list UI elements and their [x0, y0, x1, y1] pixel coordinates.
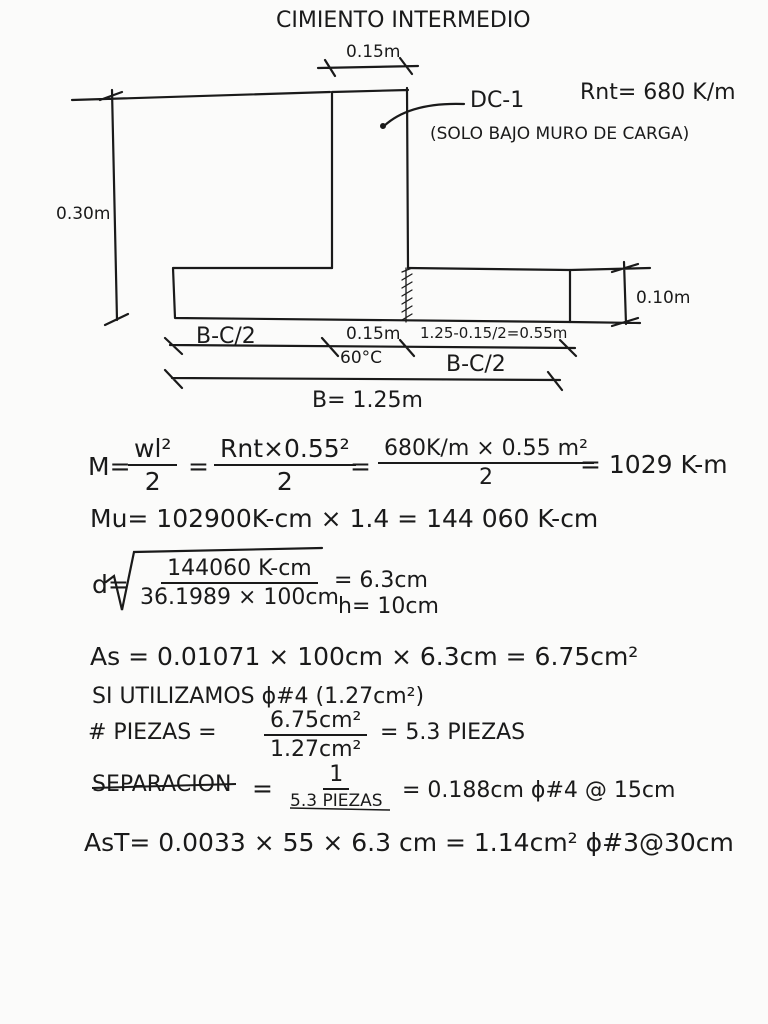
as-line: As = 0.01071 × 100cm × 6.3cm = 6.75cm²	[90, 642, 639, 671]
moment-f2-num: Rnt×0.55²	[214, 434, 356, 466]
total-label: B= 1.25m	[312, 388, 423, 413]
separacion-equals: =	[252, 774, 273, 803]
height-label: 0.30m	[56, 204, 111, 224]
piezas-den: 1.27cm²	[270, 737, 362, 762]
d-num: 144060 K-cm	[161, 556, 318, 584]
leader-line	[384, 104, 464, 126]
wall-note: (SOLO BAJO MURO DE CARGA)	[430, 124, 690, 144]
utilizamos-line: SI UTILIZAMOS ϕ#4 (1.27cm²)	[92, 684, 425, 709]
ast-line: AsT= 0.0033 × 55 × 6.3 cm = 1.14cm² ϕ#3@30cm	[84, 828, 734, 857]
moment-result: = 1029 K-m	[580, 450, 728, 479]
leader-dot	[380, 123, 386, 129]
piezas-result: = 5.3 PIEZAS	[380, 720, 526, 745]
moment-f1-den: 2	[144, 467, 161, 496]
separacion-num: 1	[323, 762, 349, 790]
height-dimension	[72, 90, 330, 325]
separacion-fraction	[290, 762, 383, 811]
hatch	[402, 268, 412, 322]
mid-sub-label: 60°C	[340, 348, 383, 368]
moment-f3-den: 2	[478, 465, 493, 490]
moment-f1-num: wl²	[128, 434, 177, 466]
equals-1: =	[188, 452, 209, 481]
separacion-den: 5.3 PIEZAS	[290, 791, 383, 811]
moment-fraction-2	[214, 434, 356, 496]
right-calc-label: 1.25-0.15/2=0.55m	[420, 324, 568, 342]
moment-lhs: M=	[88, 452, 131, 481]
piezas-fraction	[264, 708, 367, 762]
piezas-lhs: # PIEZAS =	[88, 720, 217, 745]
load-label: Rnt= 680 K/m	[580, 80, 736, 105]
mid-width-label: 0.15m	[346, 324, 401, 344]
wall-outline	[332, 88, 408, 268]
separacion-lhs: SEPARACION	[92, 772, 232, 797]
d-result: = 6.3cm	[334, 568, 428, 593]
separacion-result: = 0.188cm ϕ#4 @ 15cm	[402, 778, 676, 803]
moment-fraction-3	[378, 436, 594, 490]
d-den: 36.1989 × 100cm	[140, 585, 339, 610]
d-lhs: d=	[92, 570, 129, 599]
d-fraction	[140, 556, 339, 610]
footing-outline	[173, 268, 570, 322]
moment-f3-num: 680K/m × 0.55 m²	[378, 436, 594, 464]
top-width-label: 0.15m	[346, 42, 401, 62]
mu-line: Mu= 102900K-cm × 1.4 = 144 060 K-cm	[90, 504, 599, 533]
wall-label: DC-1	[470, 88, 525, 113]
page-title: CIMIENTO INTERMEDIO	[276, 8, 531, 33]
equals-2: =	[350, 452, 371, 481]
piezas-num: 6.75cm²	[264, 708, 367, 736]
moment-fraction-1	[128, 434, 177, 496]
moment-f2-den: 2	[276, 467, 293, 496]
slab-height-label: 0.10m	[636, 288, 691, 308]
right-half-label: B-C/2	[446, 352, 506, 377]
left-half-label: B-C/2	[196, 324, 256, 349]
h-result: h= 10cm	[338, 594, 439, 619]
